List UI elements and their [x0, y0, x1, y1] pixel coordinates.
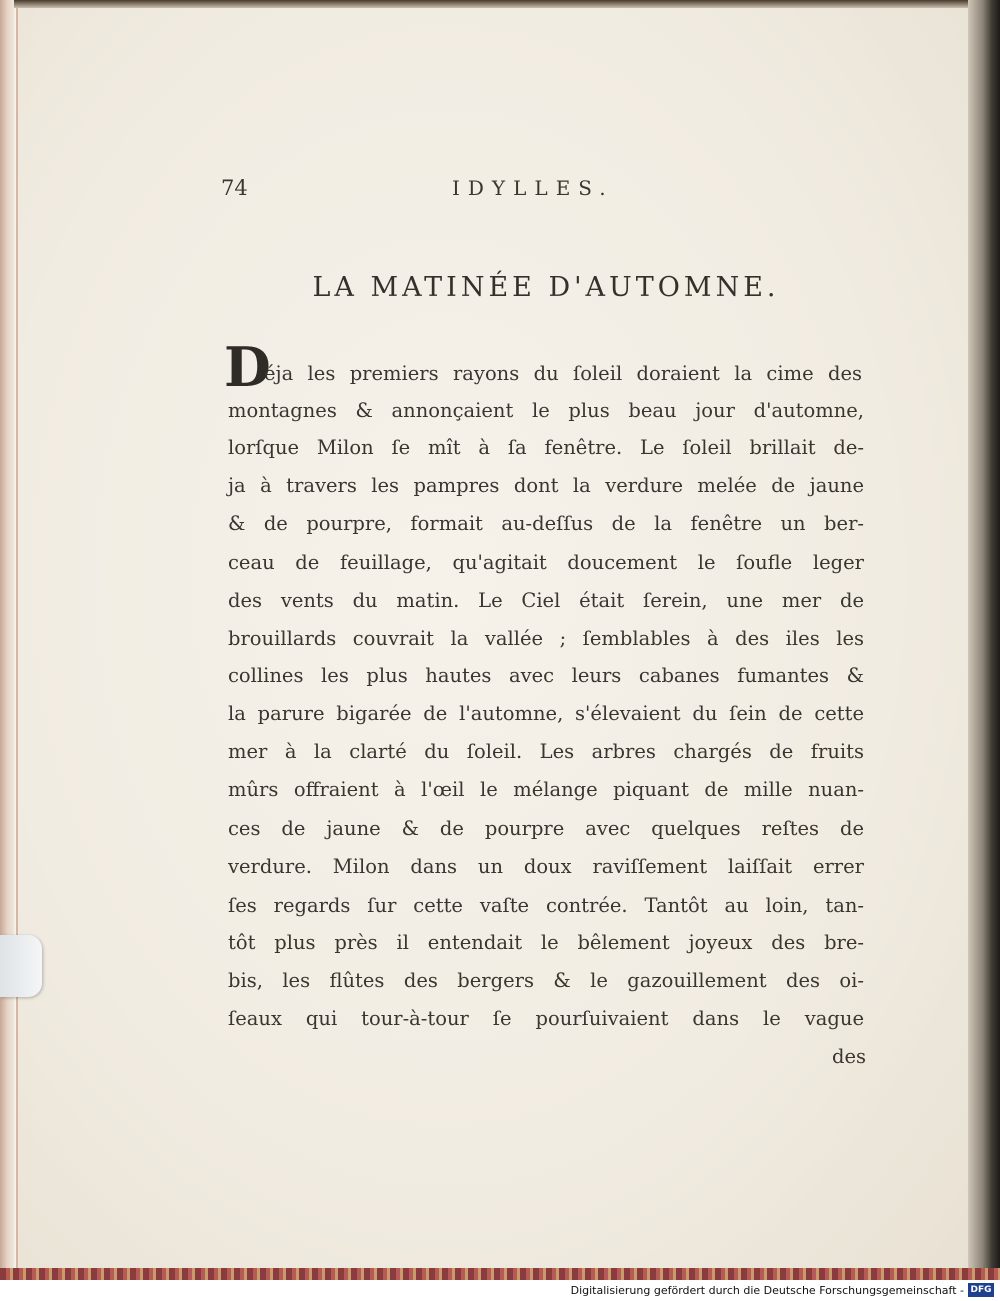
text-line: ſeaux qui tour-à-tour ſe pourſuivaient dans le vague [228, 1007, 864, 1030]
book-left-edge [0, 0, 14, 1280]
drop-cap: D [224, 335, 271, 399]
text-line: & de pourpre, formait au-deſſus de la fenêtre un ber- [228, 512, 864, 535]
bookmark-tab [0, 935, 42, 997]
page-number: 74 [221, 176, 248, 200]
book-top-edge [0, 0, 1000, 8]
dfg-logo: DFG [968, 1283, 994, 1297]
text-line: bis, les flûtes des bergers & le gazouillement des oi- [228, 969, 864, 992]
text-line: mûrs offraient à l'œil le mélange piquant de mille nuan- [228, 778, 864, 801]
text-line: montagnes & annonçaient le plus beau jour d'automne, [228, 399, 864, 422]
text-line: verdure. Milon dans un doux raviſſement laiſſait errer [228, 855, 864, 878]
text-line: la parure bigarée de l'automne, s'élevaient du ſein de cette [228, 702, 864, 725]
text-line: éja les premiers rayons du ſoleil doraient la cime des [264, 362, 862, 385]
text-line: des vents du matin. Le Ciel était ſerein, une mer de [228, 589, 864, 612]
binding-edge [0, 1268, 1000, 1280]
book-gutter [968, 0, 1000, 1280]
chapter-title: LA MATINÉE D'AUTOMNE. [312, 272, 780, 303]
text-line: mer à la clarté du ſoleil. Les arbres chargés de fruits [228, 740, 864, 763]
text-line: collines les plus hautes avec leurs cabanes fumantes & [228, 664, 864, 687]
text-line: ces de jaune & de pourpre avec quelques reſtes de [228, 817, 864, 840]
text-line: ſes regards ſur cette vaſte contrée. Tantôt au loin, tan- [228, 894, 864, 917]
running-head: IDYLLES. [452, 176, 614, 200]
text-line: ja à travers les pampres dont la verdure melée de jaune [228, 474, 864, 497]
text-line: ceau de feuillage, qu'agitait doucement le ſoufle leger [228, 551, 864, 574]
catchword: des [832, 1045, 867, 1068]
text-line: tôt plus près il entendait le bêlement joyeux des bre- [228, 931, 864, 954]
text-line: brouillards couvrait la vallée ; ſemblables à des iles les [228, 627, 864, 650]
text-line: lorſque Milon ſe mît à ſa fenêtre. Le ſoleil brillait de- [228, 436, 864, 459]
footer-credit: Digitalisierung gefördert durch die Deutsche Forschungsgemeinschaft - [570, 1284, 964, 1297]
